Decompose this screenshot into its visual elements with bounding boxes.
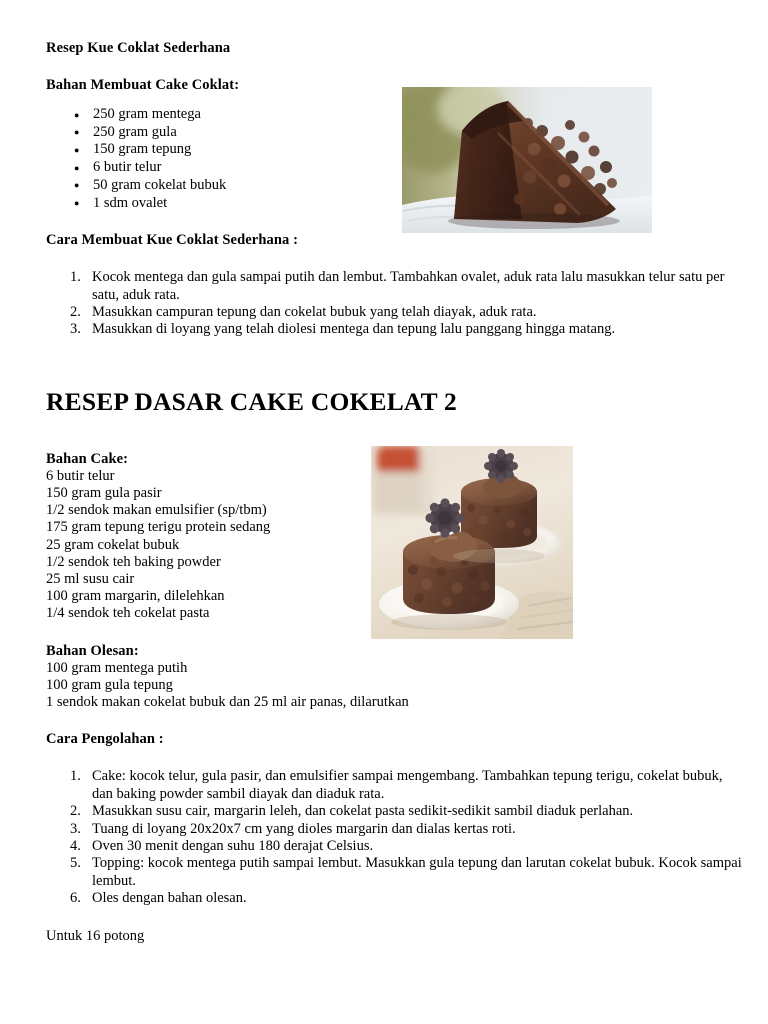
list-item: ● 250 gram gula bbox=[46, 124, 746, 141]
list-item: 6 butir telur bbox=[46, 467, 115, 484]
list-item: 1/4 sendok teh cokelat pasta bbox=[46, 605, 210, 622]
list-item: Masukkan campuran tepung dan cokelat bubuk yang telah diayak, aduk rata. bbox=[92, 304, 537, 321]
list-item: Topping: kocok mentega putih sampai lembut. Masukkan gula tepung dan larutan cokelat bubuk. Kocok sampai lembut. bbox=[92, 855, 742, 889]
spacer bbox=[46, 212, 746, 232]
list-item: ● 1 sdm ovalet bbox=[46, 195, 746, 212]
list-item: Tuang di loyang 20x20x7 cm yang dioles margarin dan dialas kertas roti. bbox=[92, 820, 516, 837]
document-content bbox=[46, 40, 746, 945]
list-item: ● 150 gram tepung bbox=[46, 141, 746, 158]
list-item: Masukkan susu cair, margarin leleh, dan cokelat pasta sedikit-sedikit sambil diaduk perlahan. bbox=[92, 803, 634, 820]
list-item: Cake: kocok telur, gula pasir, dan emulsifier sampai mengembang. Tambahkan tepung terigu, cokelat bubuk, dan baking powder sambil diayak dan diaduk rata. bbox=[92, 768, 723, 802]
recipe2-yield-note: Untuk 16 potong bbox=[46, 927, 145, 944]
list-item: Oven 30 menit dengan suhu 180 derajat Celsius. bbox=[92, 837, 374, 854]
list-item: 175 gram tepung terigu protein sedang bbox=[46, 519, 271, 536]
spacer bbox=[46, 748, 746, 768]
spacer bbox=[46, 711, 746, 731]
list-item: 1/2 sendok makan emulsifier (sp/tbm) bbox=[46, 502, 267, 519]
recipe2-steps-heading: Cara Pengolahan : bbox=[46, 731, 164, 748]
recipe2-olesan-heading: Bahan Olesan: bbox=[46, 642, 139, 659]
spacer bbox=[46, 908, 746, 928]
list-item: Kocok mentega dan gula sampai putih dan lembut. Tambahkan ovalet, aduk rata lalu masukkan telur satu per satu, aduk rata. bbox=[92, 269, 725, 303]
recipe1-title: Resep Kue Coklat Sederhana bbox=[46, 40, 231, 56]
list-item: 25 ml susu cair bbox=[46, 571, 135, 588]
list-item: ● 6 butir telur bbox=[46, 159, 746, 176]
recipe2-olesan-ingredients-list bbox=[46, 660, 746, 712]
list-item: 100 gram margarin, dilelehkan bbox=[46, 588, 225, 605]
recipe2-title: RESEP DASAR CAKE COKELAT 2 bbox=[46, 386, 457, 416]
list-item: ● 250 gram mentega bbox=[46, 106, 746, 123]
list-item: 150 gram gula pasir bbox=[46, 485, 162, 502]
recipe1-ingredients-list bbox=[46, 106, 746, 212]
list-item: 100 gram mentega putih bbox=[46, 659, 188, 676]
list-item: 100 gram gula tepung bbox=[46, 676, 173, 693]
recipe1-ingredients-heading: Bahan Membuat Cake Coklat: bbox=[46, 77, 240, 93]
recipe1-steps-heading: Cara Membuat Kue Coklat Sederhana : bbox=[46, 232, 299, 249]
spacer bbox=[46, 249, 746, 269]
recipe2-steps-list bbox=[46, 768, 746, 907]
recipe1-steps-list bbox=[46, 269, 746, 339]
list-item: Oles dengan bahan olesan. bbox=[92, 890, 247, 907]
image-wrap-spacer-2 bbox=[528, 451, 746, 651]
list-item: Masukkan di loyang yang telah diolesi mentega dan tepung lalu panggang hingga matang. bbox=[92, 321, 616, 338]
list-item: 1 sendok makan cokelat bubuk dan 25 ml air panas, dilarutkan bbox=[46, 694, 409, 711]
spacer bbox=[46, 417, 746, 451]
recipe2-cake-heading: Bahan Cake: bbox=[46, 450, 129, 467]
spacer bbox=[46, 339, 746, 387]
list-item: ● 50 gram cokelat bubuk bbox=[46, 177, 746, 194]
list-item: 1/2 sendok teh baking powder bbox=[46, 553, 221, 570]
list-item: 25 gram cokelat bubuk bbox=[46, 536, 180, 553]
